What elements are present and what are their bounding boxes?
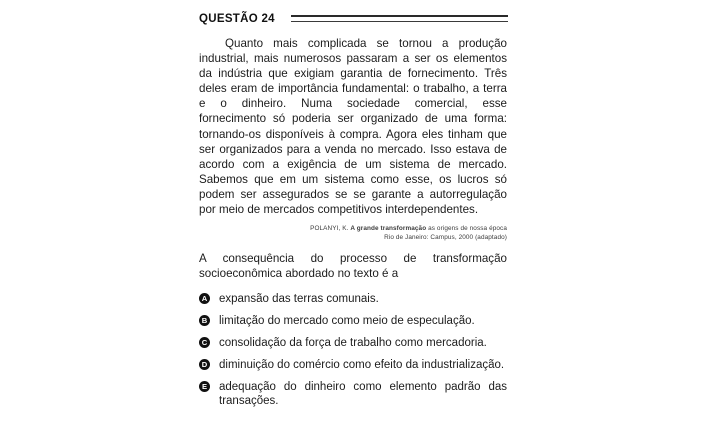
answer-option-d[interactable] (199, 358, 507, 373)
option-marker-c: C (199, 337, 210, 348)
option-label-d: diminuição do comércio como efeito da industrialização. (219, 358, 505, 371)
option-label-b: limitação do mercado como meio de especulação. (219, 314, 475, 327)
header-rule-thick (291, 15, 508, 18)
source-line-first (199, 225, 507, 234)
answer-option-a[interactable] (199, 292, 507, 307)
page-title: QUESTÃO 24 (199, 12, 275, 25)
option-label-a: expansão das terras comunais. (219, 292, 379, 305)
header-divider-rule (291, 15, 508, 23)
question-header (199, 0, 507, 28)
option-marker-b: B (199, 315, 210, 326)
answer-option-b[interactable] (199, 314, 507, 329)
option-label-c: consolidação da força de trabalho como mercadoria. (219, 336, 487, 349)
question-stem (199, 251, 507, 281)
source-subtitle: as origens de nossa época (428, 225, 507, 233)
option-marker-e: E (199, 381, 210, 392)
source-title: A grande transformação (350, 225, 427, 233)
option-marker-d: D (199, 359, 210, 370)
option-label-e: adequação do dinheiro como elemento padrão das transações. (219, 380, 507, 408)
source-attribution (199, 225, 507, 242)
answer-option-c[interactable] (199, 336, 507, 351)
passage-text: Quanto mais complicada se tornou a produção industrial, mais numerosos passaram a ser os elementos da indústria que exigiam garantia de fornecimento. Três deles eram de importância fundamental: o trabalho, a terra e o dinheiro. Numa sociedade comercial, esse fornecimento só poderia ser organizado de uma forma: tornando-os disponíveis à compra. Agora eles tinham que ser organizados para a venda no mercado. Isso estava de acordo com a exigência de um sistema de mercado. Sabemos que em um sistema como esse, os lucros só podem ser assegurados se se garante a autorregulação por meio de mercados competitivos interdependentes. (199, 37, 507, 217)
answer-option-e[interactable] (199, 380, 507, 409)
source-publication: Rio de Janeiro: Campus, 2000 (adaptado) (384, 233, 507, 241)
option-marker-a: A (199, 293, 210, 304)
question-stem-text: A consequência do processo de transformação socioeconômica abordado no texto é a (199, 252, 507, 281)
question-column (199, 0, 507, 425)
header-rule-thin (291, 21, 508, 22)
passage-block (199, 36, 507, 217)
answer-options-list (199, 292, 507, 410)
source-author: POLANYI, K. (310, 225, 349, 233)
